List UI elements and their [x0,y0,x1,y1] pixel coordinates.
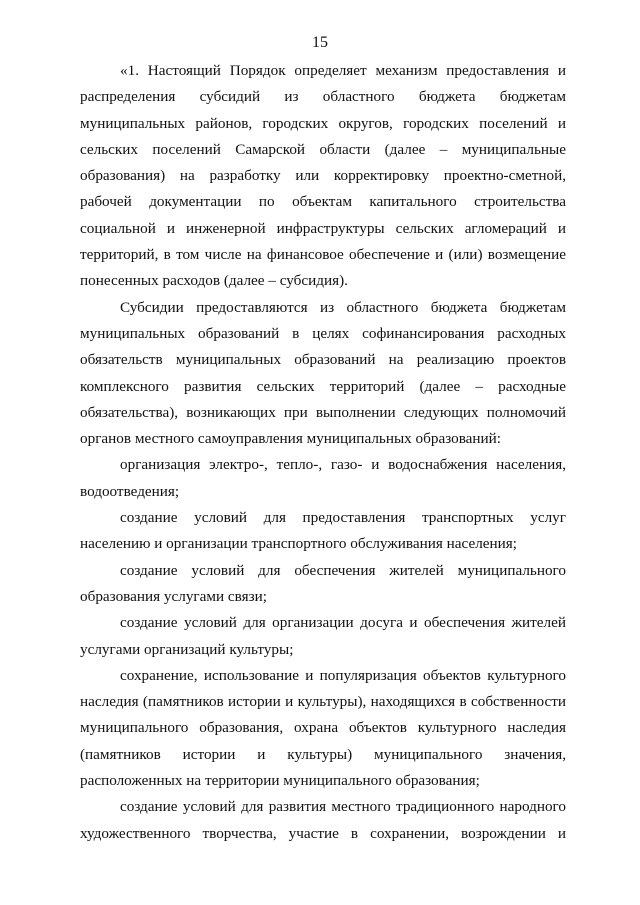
paragraph-procedure-scope: «1. Настоящий Порядок определяет механизм предоставления и распределения субсидий из областного бюджета бюджетам муниципальных районов, городских округов, городских поселений и сельских поселений Самарской области (далее – муниципальные образования) на разработку или корректировку проектно-сметной, рабочей документации по объектам капитального строительства социальной и инженерной инфраструктуры сельских агломераций и территорий, в том числе на финансовое обеспечение и (или) возмещение понесенных расходов (далее – субсидия). [80,62,566,290]
paragraph-transport: создание условий для предоставления транспортных услуг населению и организации транспортного обслуживания населения; [80,509,566,553]
paragraph-communication: создание условий для обеспечения жителей муниципального образования услугами связи; [80,561,566,605]
paragraph-utilities: организация электро-, тепло-, газо- и водоснабжения населения, водоотведения; [80,456,566,500]
paragraph-subsidy-purpose: Субсидии предоставляются из областного бюджета бюджетам муниципальных образований в целях софинансирования расходных обязательств муниципальных образований на реализацию проектов комплексного развития сельских территорий (далее – расходные обязательства), возникающих при выполнении следующих полномочий органов местного самоуправления муниципальных образований: [80,298,566,448]
paragraph-folk-art: создание условий для развития местного традиционного народного художественного творчества, участие в сохранении, возрождении и [80,798,566,842]
document-body [80,58,566,847]
paragraph-cultural-heritage: сохранение, использование и популяризация объектов культурного наследия (памятников истории и культуры), находящихся в собственности муниципального образования, охрана объектов культурного наследия (памятников истории и культуры) муниципального значения, расположенных на территории муниципального образования; [80,666,566,790]
paragraph-culture-leisure: создание условий для организации досуга и обеспечения жителей услугами организаций культуры; [80,614,566,658]
page-number: 15 [312,34,328,51]
